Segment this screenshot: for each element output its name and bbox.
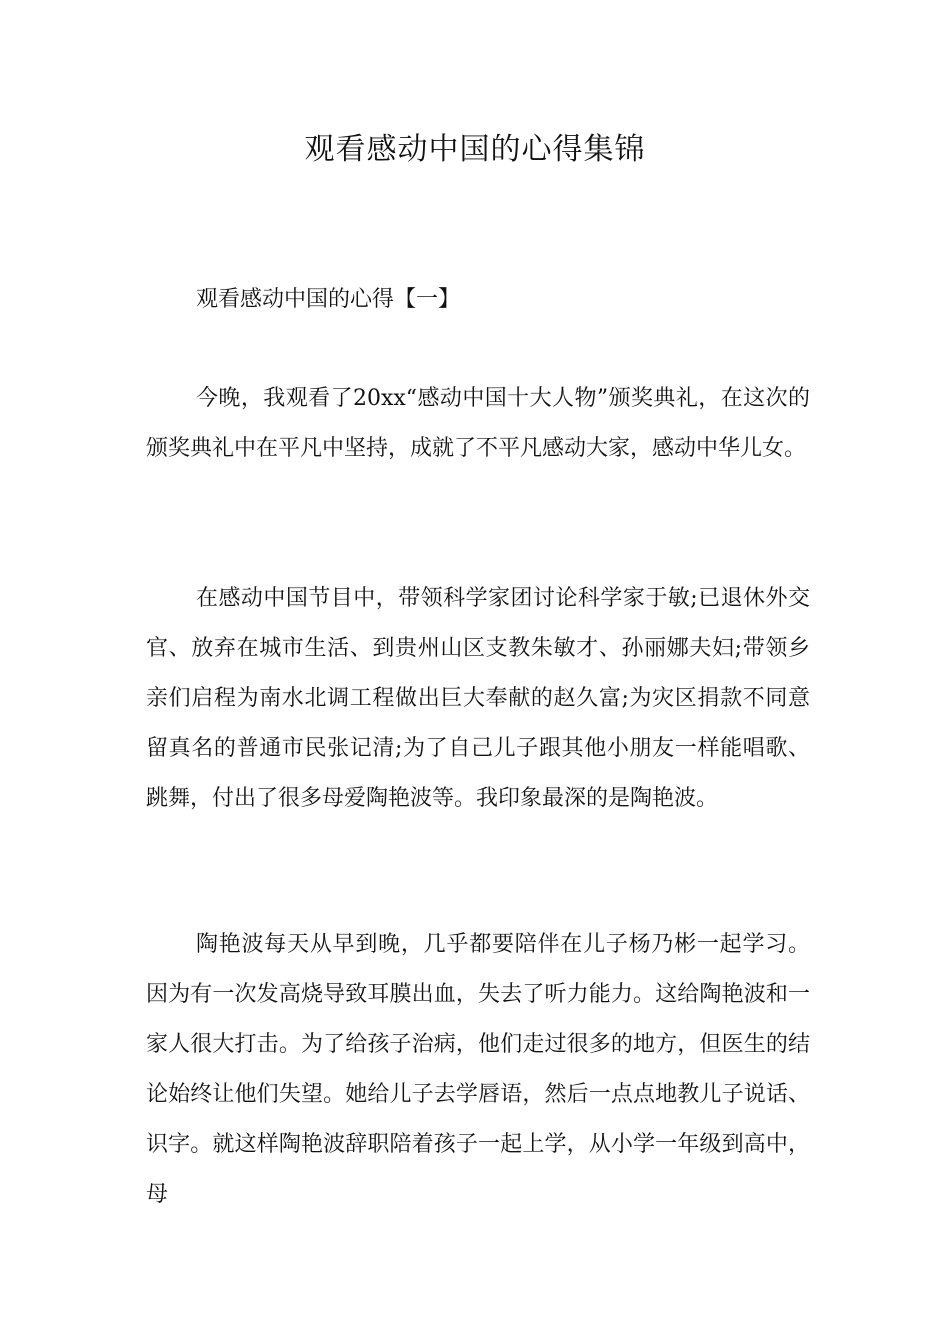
paragraph: 在感动中国节目中，带领科学家团讨论科学家于敏;已退休外交官、放弃在城市生活、到贵州山区支教朱敏才、孙丽娜夫妇;带领乡亲们启程为南水北调工程做出巨大奉献的赵久富;为灾区捐款不同意留真名的普通市民张记清;为了自己儿子跟其他小朋友一样能唱歌、跳舞，付出了很多母爱陶艳波等。我印象最深的是陶艳波。 [146,586,810,811]
document-title: 观看感动中国的心得集锦 [304,132,646,167]
paragraph: 今晚，我观看了20xx“感动中国十大人物”颁奖典礼，在这次的颁奖典礼中在平凡中坚持，成就了不平凡感动大家，感动中华儿女。 [146,386,810,461]
section-heading: 观看感动中国的心得【一】 [196,287,461,312]
paragraph: 陶艳波每天从早到晚，几乎都要陪伴在儿子杨乃彬一起学习。因为有一次发高烧导致耳膜出血，失去了听力能力。这给陶艳波和一家人很大打击。为了给孩子治病，他们走过很多的地方，但医生的结论始终让他们失望。她给儿子去学唇语，然后一点点地教儿子说话、识字。就这样陶艳波辞职陪着孩子一起上学，从小学一年级到高中，母 [146,932,810,1207]
